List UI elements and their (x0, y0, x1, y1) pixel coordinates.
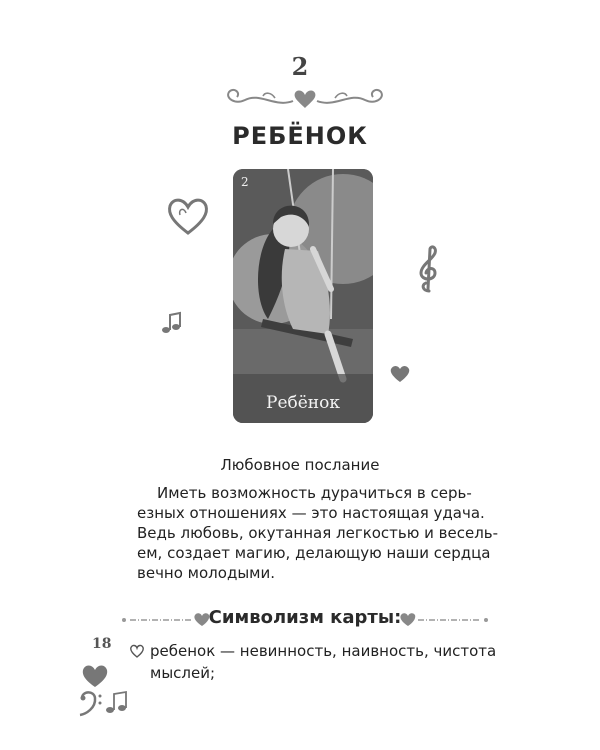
message-line: езных отношениях — это настоящая удача. (137, 504, 485, 522)
symbolism-header (120, 605, 490, 635)
card-number: 2 (241, 175, 249, 189)
message-body (137, 483, 499, 583)
message-line: Ведь любовь, окутанная легкостью и весель- (137, 524, 499, 542)
treble-clef-icon (413, 245, 443, 295)
symbolism-heading: Символизм карты: (208, 607, 402, 628)
heart-icon (166, 195, 210, 237)
message-heading: Любовное послание (220, 456, 380, 474)
card-name: Ребёнок (266, 393, 340, 413)
message-line: Иметь возможность дурачиться в серь- (157, 484, 472, 502)
bullet-line: ребенок — невинность, наивность, чистота (150, 642, 497, 660)
heart-bullet-icon (130, 644, 144, 658)
page-number: 18 (92, 636, 112, 652)
bullet-line: мыслей; (150, 664, 216, 682)
card-illustration (233, 169, 373, 423)
chapter-number: 2 (291, 52, 309, 81)
message-line: вечно молодыми. (137, 564, 275, 582)
ornament-divider (215, 86, 395, 116)
symbolism-bullet (150, 640, 497, 684)
page-title: РЕБЁНОК (232, 122, 368, 150)
bass-clef-icon (78, 688, 130, 718)
heart-icon (390, 365, 410, 383)
symbolism-right-ornament (400, 605, 490, 635)
heart-icon (82, 664, 108, 688)
music-note-icon (160, 310, 182, 336)
message-line: ем, создает магию, делающую наши сердца (137, 544, 491, 562)
tarot-card (233, 169, 373, 423)
